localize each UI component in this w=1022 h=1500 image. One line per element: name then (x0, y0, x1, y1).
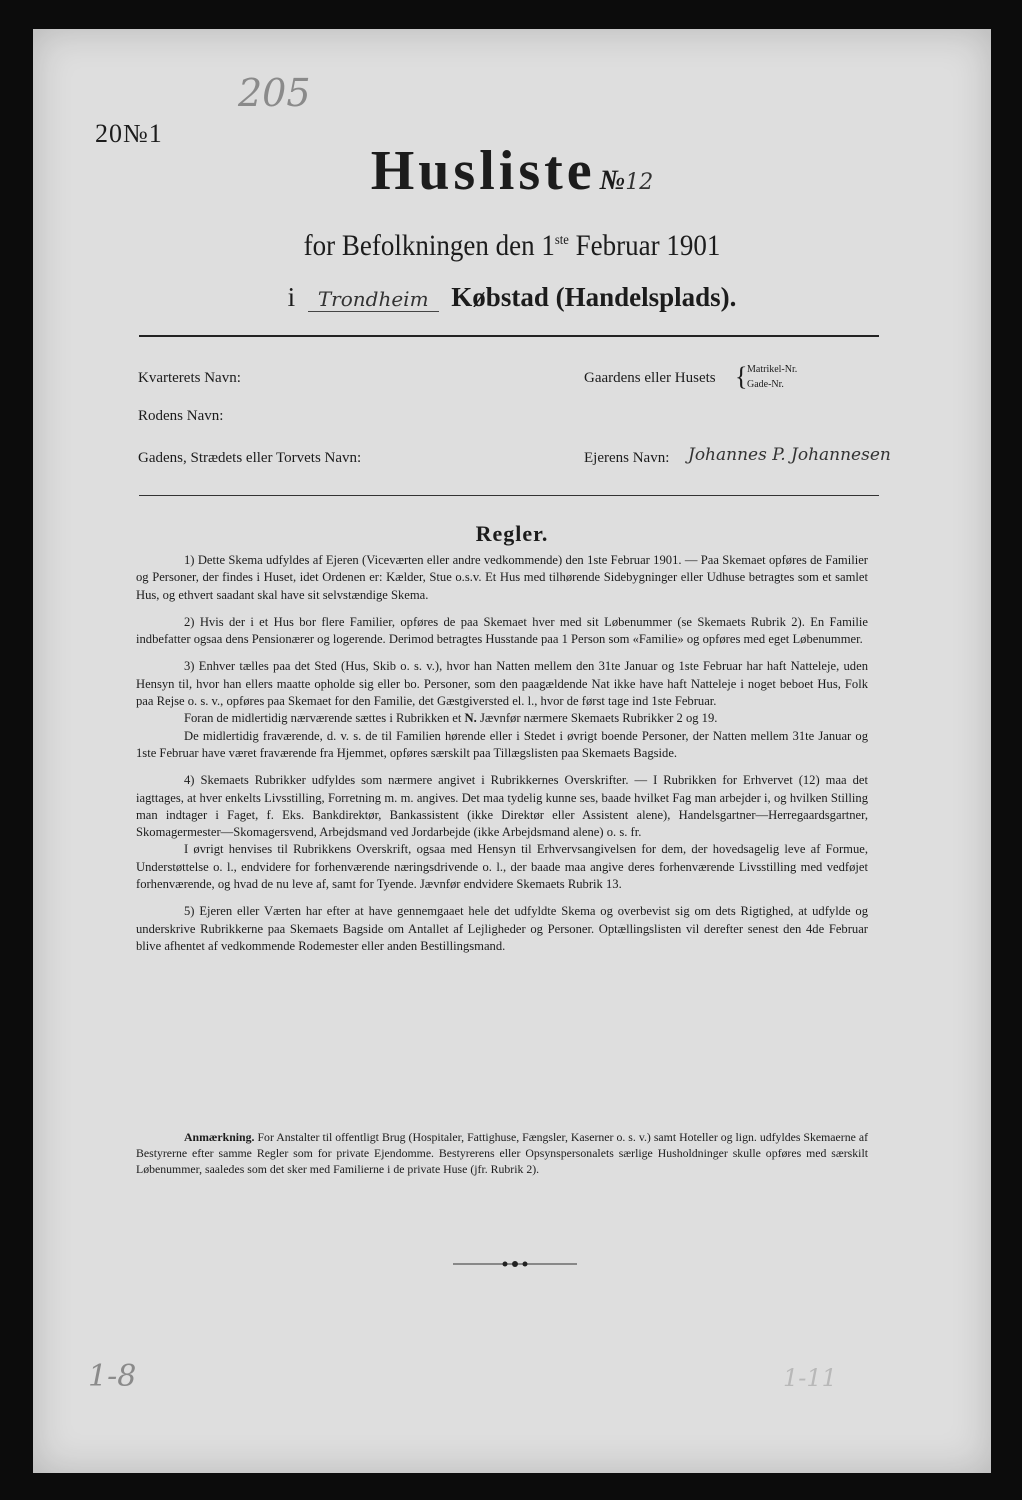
place-type: Købstad (451, 282, 549, 312)
form-number-value: №1 (123, 119, 163, 148)
rule-4: 4) Skemaets Rubrikker udfyldes som nærmere angivet i Rubrikkernes Overskrifter. — I Rubrikken for Erhvervet (12) maa det iagttages, at hver enkelts Livsstilling, Forretning m. m. angives. Det maa tydelig kunne ses, baade hvilket Fag man arbejder i, og hvilken Stilling man indtager i Faget, f. Eks. Bankdirektør, Bankassistent (ikke Direktør eller Assistent alene), Handelsgartner—Herregaardsgartner, Skomagermester—Skomagersvend, Arbejdsmand ved Jordarbejde (ikke Arbejdsmand alene) o. s. fr. (136, 773, 868, 840)
pencil-annotation-top: 205 (238, 71, 311, 115)
rule-3c: De midlertidig fraværende, d. v. s. de til Familien hørende eller i Stedet i øvrigt boende Personer, der Natten mellem 31te Januar og 1ste Februar have været fraværende fra Hjemmet, opføres særskilt paa Tillægslisten paa Skemaets Bagside. (136, 728, 868, 760)
rode-label: Rodens Navn: (138, 408, 224, 424)
rule-1: 1) Dette Skema udfyldes af Ejeren (Viceværten eller andre vedkommende) den 1ste Februar 1901. — Paa Skemaet opføres de Familier og Personer, der findes i Huset, idet Ordenen er: Kælder, Stue o.s.v. Et Hus med tilhørende Sidebygninger eller Udhuse betragtes som et samlet Hus, og ethvert saadant skal have sit selvstændige Skema. (136, 553, 868, 602)
pencil-annotation-bottom-right: 1-11 (783, 1364, 837, 1392)
ejer-value: Johannes P. Johannesen (688, 445, 891, 465)
census-form-page (33, 29, 991, 1473)
gadenr-label: Gade-Nr. (747, 379, 784, 390)
rule-3b-bold: N. (464, 711, 477, 726)
rule-3: 3) Enhver tælles paa det Sted (Hus, Skib o. s. v.), hvor han Natten mellem den 31te Januar og 1ste Februar har haft Natteleje, uden Hensyn til, hvor han ellers maatte opholde sig eller bo. Personer, som den paagældende Nat ikke have haft Natteleje i noget beboet Hus, Folk paa Rejse o. s. v., opføres paa Skemaet for den Familie, det Gæstgiversted el. l., hvor de først tage ind 1ste Februar. (136, 659, 868, 709)
form-number-prefix: 20 (95, 119, 123, 148)
matrikel-gade-labels (747, 362, 797, 392)
title-number-handwritten: 12 (625, 170, 654, 195)
brace-icon: { (735, 362, 748, 391)
rule-3b (136, 710, 868, 727)
rule-2: 2) Hvis der i et Hus bor flere Familier, opføres de paa Skemaet hver med sit Løbenummer (se Skemaets Rubrik 2). En Familie indbefatter ogsaa dens Pensionærer og logerende. Derimod betragtes Husstande paa 1 Person som «Familie» og opføres med eget Løbenummer. (136, 614, 868, 647)
rule-4b: I øvrigt henvises til Rubrikkens Overskrift, ogsaa med Hensyn til Erhvervsangivelsen for dem, der hovedsagelig leve af Formue, Understøttelse o. l., endvidere for forhenværende næringsdrivende o. l., der baade maa angive deres forhenværende Livsstilling med vedføjet forhenværende, og hvad de nu leve af, samt for Tyende. Jævnfør endvidere Skemaets Rubrik 13. (136, 842, 868, 892)
title-text: Husliste (370, 140, 596, 202)
place-suffix: (Handelsplads). (555, 282, 737, 312)
subtitle-sup: ste (554, 233, 569, 248)
rule-5: 5) Ejeren eller Værten har efter at have gennemgaaet hele det udfyldte Skema og overbevist sig om dets Rigtighed, at udfylde og underskrive Rubrikkerne paa Skemaets Bagside om Antallet af Lejligheder og Personer. Optællingslisten vil derefter senest den 4de Februar blive afhentet af vedkommende Rodemester eller anden Bestillingsmand. (136, 904, 868, 953)
ejer-label: Ejerens Navn: (584, 450, 670, 466)
subtitle-pre: for Befolkningen den 1 (303, 229, 555, 262)
title-number-label: № (599, 165, 626, 196)
gade-label: Gadens, Strædets eller Torvets Navn: (138, 450, 362, 466)
ornament-divider (453, 1254, 577, 1274)
kvarter-label: Kvarterets Navn: (138, 370, 241, 386)
fields-divider (139, 495, 879, 496)
matrikel-label: Matrikel-Nr. (747, 364, 798, 375)
place-prefix: i (287, 282, 296, 312)
place-handwritten: Trondheim (308, 287, 439, 312)
anmaerkning (136, 1129, 868, 1177)
rule-3b-post: Jævnfør nærmere Skemaets Rubrikker 2 og 19. (479, 711, 718, 726)
note-text: For Anstalter til offentligt Brug (Hospitaler, Fattighuse, Fængsler, Kaserner o. s. v.) samt Hoteller og lign. udfyldes Skemaerne af Bestyrerne efter samme Regler som for private Ejendomme. Bestyrerens eller Opsynspersonalets særlige Husholdninger skulle opføres med særskilt Løbenummer, saaledes som det sker med Familierne i de private Huse (jfr. Rubrik 2). (136, 1130, 868, 1176)
header-divider (139, 335, 879, 337)
gaard-label: Gaardens eller Husets (584, 370, 716, 386)
subtitle (81, 229, 943, 263)
rule-3b-pre: Foran de midlertidig nærværende sættes i Rubrikken et (184, 711, 462, 726)
subtitle-post: Februar 1901 (568, 229, 721, 262)
pencil-annotation-bottom-left: 1-8 (88, 1359, 137, 1394)
regler-heading: Regler. (475, 521, 549, 546)
note-label: Anmærkning. (184, 1130, 255, 1144)
place-line (33, 282, 991, 313)
regler-body (136, 552, 868, 965)
page-title (33, 139, 991, 203)
